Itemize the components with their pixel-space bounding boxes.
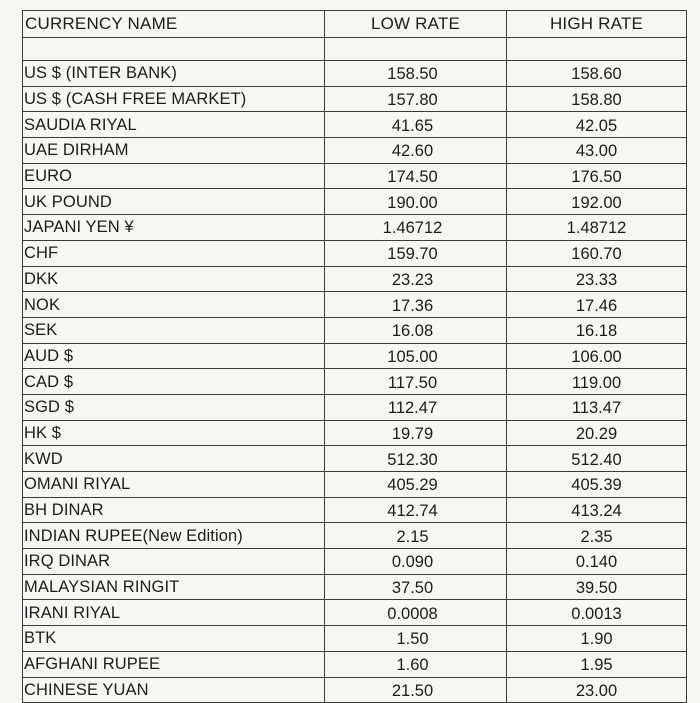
low-rate-cell: 1.60 <box>325 651 507 677</box>
table-row <box>23 189 687 215</box>
table-row <box>23 240 687 266</box>
high-rate-cell: 1.48712 <box>507 215 687 241</box>
low-rate-cell: 23.23 <box>325 266 507 292</box>
high-rate-cell: 176.50 <box>507 163 687 189</box>
high-rate-cell: 43.00 <box>507 138 687 164</box>
currency-name-cell: INDIAN RUPEE(New Edition) <box>23 523 325 549</box>
table-row <box>23 626 687 652</box>
low-rate-cell: 158.50 <box>325 61 507 87</box>
blank-cell <box>325 38 507 61</box>
high-rate-cell: 1.90 <box>507 626 687 652</box>
high-rate-cell: 42.05 <box>507 112 687 138</box>
high-rate-cell: 23.00 <box>507 677 687 703</box>
high-rate-cell: 158.80 <box>507 86 687 112</box>
low-rate-cell: 2.15 <box>325 523 507 549</box>
high-rate-cell: 0.140 <box>507 549 687 575</box>
currency-name-cell: CHF <box>23 240 325 266</box>
table-row <box>23 600 687 626</box>
high-rate-cell: 192.00 <box>507 189 687 215</box>
currency-name-cell: JAPANI YEN ¥ <box>23 215 325 241</box>
table-row <box>23 651 687 677</box>
low-rate-cell: 157.80 <box>325 86 507 112</box>
currency-rate-table <box>22 10 687 703</box>
table-row <box>23 420 687 446</box>
currency-name-cell: IRQ DINAR <box>23 549 325 575</box>
blank-cell <box>507 38 687 61</box>
high-rate-cell: 160.70 <box>507 240 687 266</box>
currency-name-cell: US $ (CASH FREE MARKET) <box>23 86 325 112</box>
table-row <box>23 112 687 138</box>
table-row <box>23 138 687 164</box>
low-rate-cell: 412.74 <box>325 497 507 523</box>
currency-name-cell: CHINESE YUAN <box>23 677 325 703</box>
currency-name-cell: UAE DIRHAM <box>23 138 325 164</box>
low-rate-cell: 17.36 <box>325 292 507 318</box>
currency-name-cell: EURO <box>23 163 325 189</box>
currency-name-cell: HK $ <box>23 420 325 446</box>
high-rate-cell: 23.33 <box>507 266 687 292</box>
high-rate-cell: 20.29 <box>507 420 687 446</box>
table-row <box>23 574 687 600</box>
currency-name-cell: BTK <box>23 626 325 652</box>
currency-name-cell: AFGHANI RUPEE <box>23 651 325 677</box>
currency-name-cell: SEK <box>23 317 325 343</box>
high-rate-cell: 113.47 <box>507 394 687 420</box>
low-rate-cell: 117.50 <box>325 369 507 395</box>
table-row <box>23 292 687 318</box>
currency-name-cell: SAUDIA RIYAL <box>23 112 325 138</box>
currency-name-cell: UK POUND <box>23 189 325 215</box>
header-low-rate: LOW RATE <box>325 11 507 38</box>
high-rate-cell: 16.18 <box>507 317 687 343</box>
high-rate-cell: 119.00 <box>507 369 687 395</box>
table-row <box>23 86 687 112</box>
low-rate-cell: 37.50 <box>325 574 507 600</box>
low-rate-cell: 405.29 <box>325 472 507 498</box>
header-currency-name: CURRENCY NAME <box>23 11 325 38</box>
low-rate-cell: 21.50 <box>325 677 507 703</box>
low-rate-cell: 512.30 <box>325 446 507 472</box>
low-rate-cell: 1.46712 <box>325 215 507 241</box>
low-rate-cell: 42.60 <box>325 138 507 164</box>
blank-row <box>23 38 687 61</box>
low-rate-cell: 190.00 <box>325 189 507 215</box>
currency-name-cell: NOK <box>23 292 325 318</box>
low-rate-cell: 19.79 <box>325 420 507 446</box>
currency-name-cell: BH DINAR <box>23 497 325 523</box>
table-row <box>23 266 687 292</box>
currency-name-cell: CAD $ <box>23 369 325 395</box>
table-row <box>23 343 687 369</box>
table-row <box>23 61 687 87</box>
high-rate-cell: 1.95 <box>507 651 687 677</box>
header-row <box>23 11 687 38</box>
low-rate-cell: 41.65 <box>325 112 507 138</box>
rates-sheet <box>22 10 686 703</box>
high-rate-cell: 512.40 <box>507 446 687 472</box>
low-rate-cell: 159.70 <box>325 240 507 266</box>
table-row <box>23 549 687 575</box>
table-row <box>23 394 687 420</box>
table-row <box>23 523 687 549</box>
table-row <box>23 317 687 343</box>
header-high-rate: HIGH RATE <box>507 11 687 38</box>
currency-name-cell: SGD $ <box>23 394 325 420</box>
currency-name-cell: OMANI RIYAL <box>23 472 325 498</box>
currency-name-cell: US $ (INTER BANK) <box>23 61 325 87</box>
table-row <box>23 369 687 395</box>
table-row <box>23 215 687 241</box>
high-rate-cell: 106.00 <box>507 343 687 369</box>
table-row <box>23 163 687 189</box>
high-rate-cell: 39.50 <box>507 574 687 600</box>
low-rate-cell: 1.50 <box>325 626 507 652</box>
table-row <box>23 472 687 498</box>
table-row <box>23 677 687 703</box>
high-rate-cell: 158.60 <box>507 61 687 87</box>
low-rate-cell: 16.08 <box>325 317 507 343</box>
low-rate-cell: 174.50 <box>325 163 507 189</box>
high-rate-cell: 413.24 <box>507 497 687 523</box>
currency-name-cell: IRANI RIYAL <box>23 600 325 626</box>
currency-name-cell: DKK <box>23 266 325 292</box>
low-rate-cell: 112.47 <box>325 394 507 420</box>
blank-cell <box>23 38 325 61</box>
high-rate-cell: 17.46 <box>507 292 687 318</box>
table-row <box>23 446 687 472</box>
low-rate-cell: 0.0008 <box>325 600 507 626</box>
high-rate-cell: 2.35 <box>507 523 687 549</box>
currency-name-cell: AUD $ <box>23 343 325 369</box>
high-rate-cell: 405.39 <box>507 472 687 498</box>
table-row <box>23 497 687 523</box>
currency-name-cell: MALAYSIAN RINGIT <box>23 574 325 600</box>
currency-name-cell: KWD <box>23 446 325 472</box>
high-rate-cell: 0.0013 <box>507 600 687 626</box>
low-rate-cell: 0.090 <box>325 549 507 575</box>
low-rate-cell: 105.00 <box>325 343 507 369</box>
